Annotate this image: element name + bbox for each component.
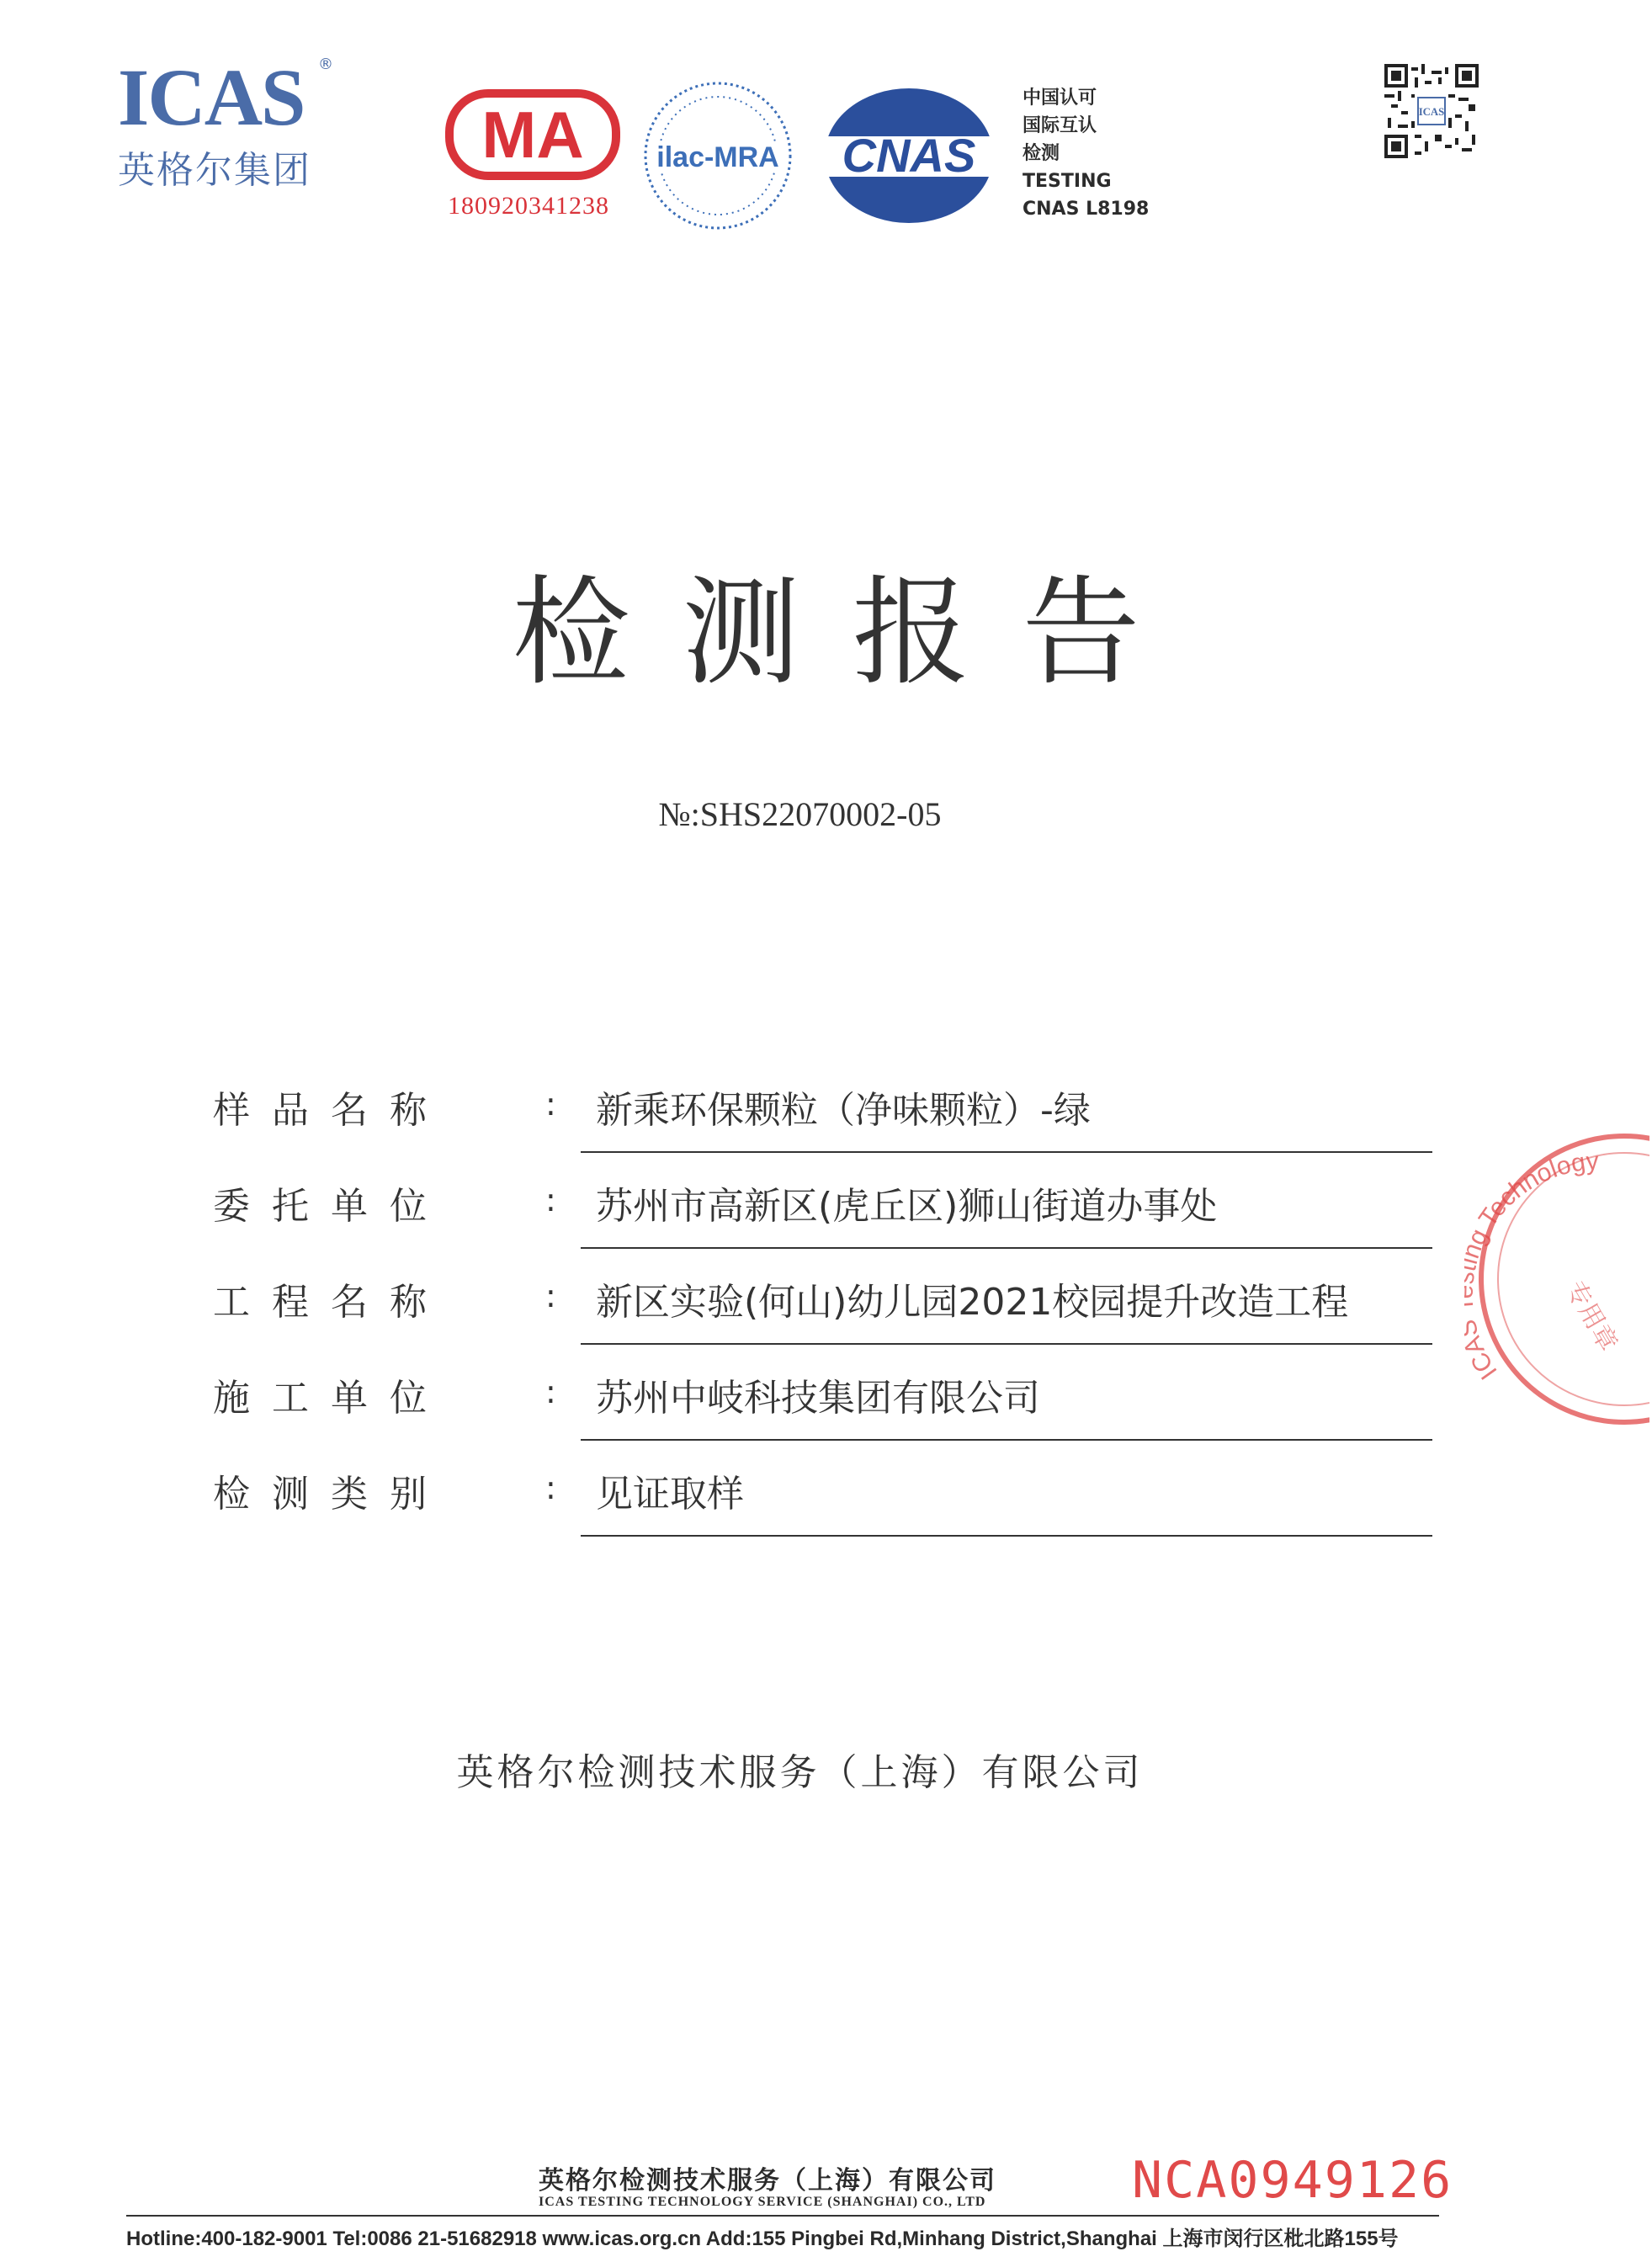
cma-number: 180920341238: [448, 192, 609, 220]
sample-name-label: 样品名称: [213, 1089, 449, 1132]
icas-logo-wordmark: ICAS: [118, 52, 305, 142]
cnas-logo: [821, 84, 997, 227]
qr-code: [1384, 64, 1479, 158]
test-type-value: 见证取样: [596, 1473, 744, 1516]
cma-logo-text: MA: [481, 98, 584, 172]
cnas-accreditation-text: [1023, 84, 1149, 223]
footer-company-en: ICAS TESTING TECHNOLOGY SERVICE (SHANGHAI) CO., LTD: [539, 2195, 986, 2209]
icas-logo: [118, 52, 337, 194]
sample-name-value: 新乘环保颗粒（净味颗粒）-绿: [596, 1089, 1091, 1132]
project-name-label: 工程名称: [213, 1281, 449, 1324]
icas-logo-chinese: 英格尔集团: [118, 149, 311, 192]
footer-contact-info: Hotline:400-182-9001 Tel:0086 21-51682918 www.icas.org.cn Add:155 Pingbei Rd,Minhang District,Shanghai 上海市闵行区枇北路155号: [126, 2227, 1399, 2250]
test-type-underline: [581, 1535, 1432, 1537]
test-type-colon: :: [545, 1469, 556, 1506]
contractor-colon: :: [545, 1373, 556, 1410]
cnas-line: CNAS L8198: [1023, 199, 1150, 220]
seal-text: IC g Technology: [1464, 1147, 1600, 1385]
footer-company-cn: 英格尔检测技术服务（上海）有限公司: [539, 2166, 996, 2196]
client-value: 苏州市高新区(虎丘区)狮山街道办事处: [596, 1185, 1218, 1228]
contractor-value: 苏州中岐科技集团有限公司: [596, 1377, 1040, 1420]
ilac-mra-text: ilac-MRA: [656, 141, 779, 173]
test-type-label: 检测类别: [213, 1473, 449, 1516]
page-title: 检测报告: [512, 565, 1193, 702]
issuing-company-name: 英格尔检测技术服务（上海）有限公司: [456, 1751, 1144, 1794]
cnas-line: 中国认可: [1023, 88, 1097, 109]
client-underline: [581, 1247, 1432, 1249]
sample-name-colon: :: [545, 1086, 556, 1123]
registered-mark: ®: [318, 56, 333, 73]
cnas-line: 检测: [1023, 143, 1060, 164]
cma-logo: [444, 88, 621, 181]
company-seal-stamp: [1464, 1119, 1649, 1439]
contractor-label: 施工单位: [213, 1377, 449, 1420]
client-label: 委托单位: [213, 1185, 449, 1228]
contractor-underline: [581, 1439, 1432, 1441]
project-name-colon: :: [545, 1277, 556, 1314]
cnas-line: TESTING: [1023, 171, 1112, 192]
report-number: №:SHS22070002-05: [658, 795, 942, 833]
ilac-mra-logo: [638, 76, 798, 236]
cnas-logo-text: CNAS: [842, 129, 976, 182]
client-colon: :: [545, 1181, 556, 1219]
sample-name-underline: [581, 1151, 1432, 1153]
cnas-line: 国际互认: [1023, 115, 1097, 136]
project-name-underline: [581, 1343, 1432, 1345]
serial-number: NCA0949126: [1132, 2151, 1453, 2210]
qr-center-text: ICAS: [1418, 105, 1445, 118]
project-name-value: 新区实验(何山)幼儿园2021校园提升改造工程: [596, 1281, 1349, 1324]
footer-divider: [126, 2215, 1439, 2217]
seal-inner-text: 专用章: [1559, 1276, 1623, 1357]
